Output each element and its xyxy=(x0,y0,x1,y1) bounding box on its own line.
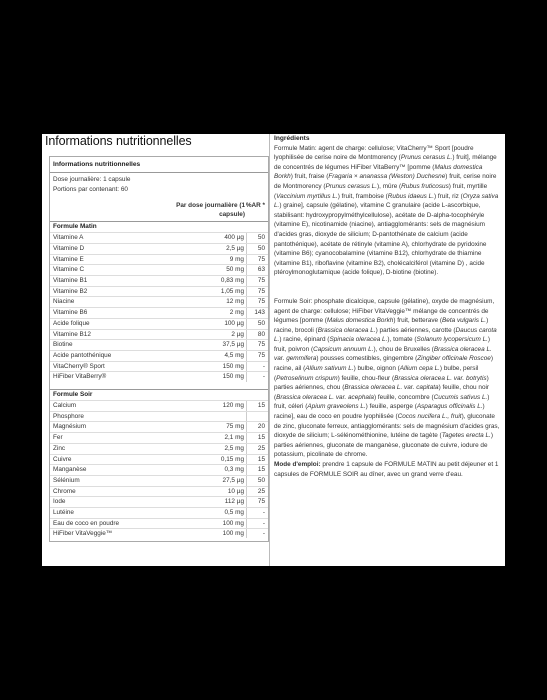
table-row xyxy=(50,275,268,286)
nutrient-percent: - xyxy=(262,509,265,517)
table-row xyxy=(50,350,268,361)
nutrient-amount: 100 mg xyxy=(166,529,247,539)
column-headers xyxy=(53,202,265,219)
table-row xyxy=(50,400,268,411)
nutrient-name: Vitamine C xyxy=(53,266,85,274)
nutrient-percent: 15 xyxy=(257,455,265,463)
nutrient-percent: 75 xyxy=(257,498,265,506)
nutrient-amount: 150 mg xyxy=(166,362,247,372)
nutrient-amount xyxy=(166,412,247,422)
ingredients-matin: Formule Matin: agent de charge: cellulose; VitaCherry™ Sport [poudre lyophilisée de cerise noire de Montmorency (Prunus cerasus L.) fruit], mélange de concentrés de légumes HiFiber VitaBerry™ [pomme (Malus domestica Borkh) fruit, fraise (Fragaria × ananassa (Weston) Duchesne) fruit, cerise noire de Montmorency (Prunus cerasus L.), mûre (Rubus fruticosus) fruit, myrtille (Vaccinium myrtillus L.) fruit, framboise (Rubus idaeus L.) fruit, riz (Oryza sativa L.) graine], capsule (gélatine), vitamine C granulaire (acide L-ascorbique, stabilisant: hydroxypropylméthylcellulose), acétate de D-alpha-tocophéryle (vitamine E), nicotinamide (niacine), antiagglomérants: sels de magnésium d'acides gras, dioxyde de silicium; D-pantothénate de calcium (acide pantothénique), acétate de rétinyle (vitamine A), chlorhydrate de pyridoxine (vitamine B6); cyanocobalamine (vitamine B12), chlorhydrate de thiamine (vitamine B1), riboflavine (vitamine B2), cholécalciférol (vitamine D) , acide ptéroylmonoglutamique (acide folique), D-biotine (biotine). xyxy=(274,144,499,277)
nutrient-amount: 4,5 mg xyxy=(166,351,247,361)
nutrient-percent: 80 xyxy=(257,330,265,338)
table-row xyxy=(50,339,268,350)
nutrient-percent: 50 xyxy=(257,319,265,327)
nutrient-percent: 25 xyxy=(257,444,265,452)
nutrient-amount: 12 mg xyxy=(166,297,247,307)
mode-emploi-text: prendre 1 capsule de FORMULE MATIN au petit déjeuner et 1 capsules de FORMULE SOIR au dîner, avec un grand verre d'eau. xyxy=(274,461,499,478)
nutrient-amount: 75 mg xyxy=(166,422,247,432)
nutrient-percent: 20 xyxy=(257,423,265,431)
nutrient-percent: - xyxy=(262,373,265,381)
nutrient-name: Iode xyxy=(53,498,66,506)
mode-emploi-label: Mode d'emploi: xyxy=(274,461,321,468)
nutrient-name: Vitamine B12 xyxy=(53,330,91,338)
table-row xyxy=(50,432,268,443)
nutrient-amount: 2,1 mg xyxy=(166,433,247,443)
column-divider xyxy=(269,134,270,566)
nutrient-percent: 15 xyxy=(257,466,265,474)
nutrient-percent: 75 xyxy=(257,277,265,284)
nutrient-amount: 0,15 mg xyxy=(166,455,247,465)
nutrient-amount: 2,5 mg xyxy=(166,444,247,454)
servings-per-container: Portions par contenant: 60 xyxy=(53,185,128,193)
table-row xyxy=(50,507,268,518)
nutrient-percent: 25 xyxy=(257,487,265,495)
nutrient-name: HiFiber VitaBerry® xyxy=(53,373,107,381)
facts-sections xyxy=(53,221,265,538)
table-row xyxy=(50,361,268,372)
nutrient-name: Cuivre xyxy=(53,455,72,463)
nutrient-amount: 100 mg xyxy=(166,519,247,528)
nutrient-amount: 400 µg xyxy=(166,233,247,243)
nutrient-percent: 75 xyxy=(257,351,265,359)
table-row xyxy=(50,243,268,254)
nutrient-name: Acide folique xyxy=(53,319,90,327)
nutrient-percent: 75 xyxy=(257,255,265,263)
nutrient-name: Phosphore xyxy=(53,412,84,420)
nutrient-amount: 27,5 µg xyxy=(166,476,247,486)
nutrient-percent: 50 xyxy=(257,476,265,484)
table-row xyxy=(50,307,268,318)
nutrient-name: Vitamine B2 xyxy=(53,287,88,295)
page-title: Informations nutritionnelles xyxy=(45,134,192,148)
table-row xyxy=(50,528,268,539)
ingredients-heading: Ingrédients xyxy=(274,135,310,142)
table-row xyxy=(50,464,268,475)
nutrient-amount: 120 mg xyxy=(166,401,247,411)
nutrition-sheet xyxy=(42,134,505,566)
nutrient-percent: 50 xyxy=(257,234,265,242)
nutrient-amount: 37,5 µg xyxy=(166,340,247,350)
section-heading: Formule Soir xyxy=(50,389,268,400)
nutrient-name: Fer xyxy=(53,434,63,442)
nutrient-amount: 2 mg xyxy=(166,308,247,318)
nutrient-percent: 63 xyxy=(257,266,265,274)
nutrient-amount: 2,5 µg xyxy=(166,244,247,254)
nutrient-percent: 15 xyxy=(257,434,265,442)
table-row xyxy=(50,286,268,297)
nutrient-percent: 15 xyxy=(257,402,265,410)
nutrient-amount: 1,05 mg xyxy=(166,287,247,297)
nutrient-percent: - xyxy=(262,362,265,370)
nutrient-percent: 75 xyxy=(257,298,265,306)
table-row xyxy=(50,264,268,275)
nutrient-name: Vitamine A xyxy=(53,234,84,242)
facts-column xyxy=(49,156,269,542)
nutrient-name: Zinc xyxy=(53,444,66,452)
nutrient-amount: 0,83 mg xyxy=(166,276,247,286)
mode-emploi xyxy=(274,460,502,479)
col-dose-header: Par dose journalière (1 capsule) xyxy=(176,202,245,218)
nutrient-name: HiFiber VitaVeggie™ xyxy=(53,529,113,537)
table-row xyxy=(50,475,268,486)
nutrient-amount: 9 mg xyxy=(166,255,247,265)
nutrition-facts-table xyxy=(49,156,269,542)
table-row xyxy=(50,454,268,465)
nutrient-amount: 100 µg xyxy=(166,319,247,329)
nutrient-name: Magnésium xyxy=(53,423,87,431)
table-row xyxy=(50,329,268,340)
nutrient-name: Calcium xyxy=(53,402,77,410)
table-row xyxy=(50,232,268,243)
nutrient-amount: 2 µg xyxy=(166,330,247,340)
table-row xyxy=(50,411,268,422)
table-row xyxy=(50,296,268,307)
nutrient-percent: 50 xyxy=(257,244,265,252)
nutrient-name: Niacine xyxy=(53,298,75,306)
nutrient-amount: 0,5 mg xyxy=(166,508,247,518)
facts-heading: Informations nutritionnelles xyxy=(53,161,141,168)
nutrient-name: Lutéine xyxy=(53,509,74,517)
nutrient-amount: 50 mg xyxy=(166,265,247,275)
table-row xyxy=(50,421,268,432)
col-ar-header: %AR * xyxy=(245,202,265,210)
daily-dose: Dose journalière: 1 capsule xyxy=(53,176,131,183)
nutrient-name: Eau de coco en poudre xyxy=(53,519,120,527)
table-row xyxy=(50,496,268,507)
nutrient-percent: - xyxy=(262,519,265,527)
nutrient-name: Vitamine B1 xyxy=(53,277,88,284)
table-row xyxy=(50,254,268,265)
nutrient-percent xyxy=(247,412,265,422)
nutrient-name: Acide pantothénique xyxy=(53,351,112,359)
nutrient-name: VitaCherry® Sport xyxy=(53,362,105,370)
nutrient-amount: 112 µg xyxy=(166,497,247,507)
ingredients-soir: Formule Soir: phosphate dicalcique, capsule (gélatine), oxyde de magnésium, agent de charge: cellulose; HiFiber VitaVeggie™ mélange de concentrés de légumes [pomme (Malus domestica Borkh) fruit, betterave (Beta vulgaris L.) racine, brocoli (Brassica oleracea L.) parties aériennes, carotte (Daucus carota L.) racine, épinard (Spinacia oleracea L.), tomate (Solanum lycopersicum L.) fruit, poivron (Capsicum annuum L.), chou de Bruxelles (Brassica oleracea L. var. gemmifera) pousses comestibles, gingembre (Zingiber officinale Roscoe) racine, ail (Allium sativum L.) bulbe, oignon (Allium cepa L.) bulbe, persil (Petroselinum crispum) feuille, chou-fleur (Brassica oleracea L. var. botrytis) parties aériennes, chou (Brassica oleracea L. var. capitata) feuille, chou noir (Brassica oleracea L. var. acephala) feuille, concombre (Cucumis sativus L.) fruit, céleri (Apium graveolens L.) feuille, asperge (Asparagus officinalis L.) racine], eau de coco en poudre lyophilisée (Cocos nucifera L., fruit), gluconate de zinc, gluconate ferreux, antiagglomérants: sels de magnésium d'acides gras, dioxyde de silicium; L-sélénométhionine, lutéine de tagète (Tagetes erecta L.) parties aériennes, gluconate de manganèse, gluconate de cuivre, iodure de potassium, picolinate de chrome. xyxy=(274,297,500,459)
nutrient-amount: 10 µg xyxy=(166,487,247,497)
nutrient-percent: - xyxy=(262,529,265,537)
table-row xyxy=(50,318,268,329)
ingredients-column xyxy=(274,134,502,479)
nutrient-name: Vitamine B6 xyxy=(53,309,88,317)
table-row xyxy=(50,443,268,454)
nutrient-percent: 75 xyxy=(257,287,265,295)
nutrient-name: Vitamine E xyxy=(53,255,84,263)
table-row xyxy=(50,486,268,497)
nutrient-percent: 143 xyxy=(254,309,265,317)
nutrient-amount: 0,3 mg xyxy=(166,465,247,475)
nutrient-name: Manganèse xyxy=(53,466,87,474)
table-row xyxy=(50,518,268,528)
nutrient-name: Chrome xyxy=(53,487,76,495)
nutrient-amount: 150 mg xyxy=(166,372,247,382)
nutrient-percent: 75 xyxy=(257,341,265,349)
table-row xyxy=(50,371,268,382)
nutrient-name: Biotine xyxy=(53,341,73,349)
nutrient-name: Sélénium xyxy=(53,476,80,484)
nutrient-name: Vitamine D xyxy=(53,244,85,252)
section-heading: Formule Matin xyxy=(50,221,268,232)
